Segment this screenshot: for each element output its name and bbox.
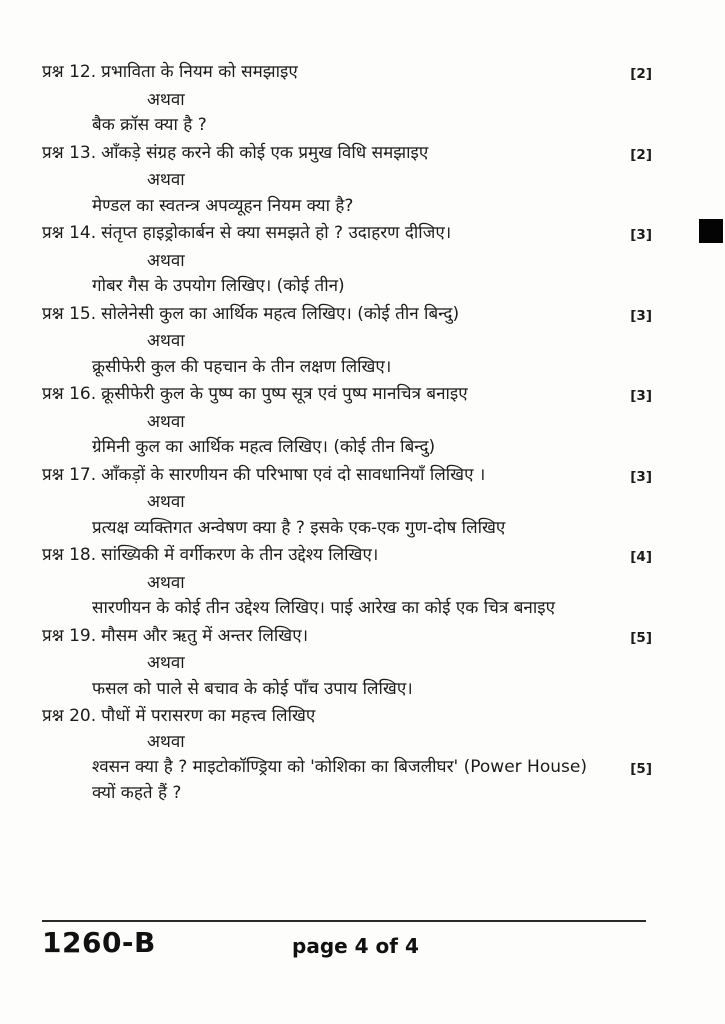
question-number: प्रश्न 16. [42, 384, 97, 404]
question-number: प्रश्न 12. [42, 62, 97, 82]
alt-question-marks [618, 194, 652, 196]
question-block [42, 221, 652, 300]
question-text: पौधों में परासरण का महत्त्व लिखिए [101, 706, 316, 726]
question-block [42, 704, 652, 806]
alt-question-row [92, 596, 652, 622]
question-text: मौसम और ऋतु में अन्तर लिखिए। [101, 625, 309, 646]
question-number: प्रश्न 20. [42, 706, 97, 726]
or-label: अथवा [147, 731, 185, 752]
alt-question-text: बैक क्रॉस क्या है ? [92, 115, 207, 135]
or-label: अथवा [147, 492, 185, 512]
or-label: अथवा [147, 250, 185, 271]
question-number: प्रश्न 14. [42, 223, 97, 243]
alt-question-marks [618, 355, 652, 357]
or-label: अथवा [147, 89, 185, 110]
alt-question-text: मेण्डल का स्वतन्त्र अपव्यूहन नियम क्या है? [92, 195, 354, 216]
alt-question-row [92, 274, 652, 300]
question-main-row [42, 543, 652, 571]
question-text: आँकड़ों के सारणीयन की परिभाषा एवं दो सावधानियाँ लिखिए । [101, 464, 486, 485]
alt-question-row [92, 194, 652, 220]
question-block [42, 60, 652, 139]
question-marks: [3] [630, 388, 652, 404]
alt-question-marks [618, 596, 652, 598]
question-text: प्रभाविता के नियम को समझाइए [101, 62, 298, 82]
alt-question-marks [618, 113, 652, 115]
alt-question-row [92, 755, 652, 806]
question-main-row [42, 704, 652, 730]
question-main-row [42, 60, 652, 88]
question-block [42, 302, 652, 381]
question-marks: [2] [630, 66, 652, 82]
alt-question-text: सारणीयन के कोई तीन उद्देश्य लिखिए। पाई आरेख का कोई एक चित्र बनाइए [92, 598, 556, 618]
alt-question-text: गोबर गैस के उपयोग लिखिए। (कोई तीन) [92, 276, 345, 296]
question-text: क्रूसीफेरी कुल के पुष्प का पुष्प सूत्र एवं पुष्प मानचित्र बनाइए [101, 384, 468, 404]
question-marks: [5] [630, 629, 652, 646]
question-marks: [3] [630, 468, 652, 485]
alt-question-row [92, 516, 652, 542]
question-list [42, 60, 652, 808]
question-block [42, 624, 652, 703]
scan-registration-mark [699, 219, 723, 243]
question-marks: [4] [630, 549, 652, 565]
paper-code: 1260-B [42, 926, 156, 959]
question-number: प्रश्न 13. [42, 142, 97, 163]
or-label: अथवा [147, 411, 185, 432]
question-marks: [2] [630, 146, 652, 163]
question-number: प्रश्न 18. [42, 545, 97, 565]
alt-question-text: फसल को पाले से बचाव के कोई पाँच उपाय लिखिए। [92, 678, 413, 699]
question-block [42, 382, 652, 461]
question-marks: [3] [630, 307, 652, 324]
question-main-row [42, 302, 652, 330]
question-main-row [42, 382, 652, 410]
alt-question-marks [618, 435, 652, 437]
question-marks: [3] [630, 227, 652, 243]
alt-question-marks: [5] [630, 761, 652, 777]
alt-question-row [92, 677, 652, 703]
alt-question-row [92, 355, 652, 381]
question-block [42, 543, 652, 622]
alt-question-row [92, 435, 652, 461]
question-main-row [42, 624, 652, 652]
question-main-row [42, 463, 652, 491]
question-main-row [42, 141, 652, 169]
alt-question-text: प्रत्यक्ष व्यक्तिगत अन्वेषण क्या है ? इसके एक-एक गुण-दोष लिखिए [92, 517, 506, 538]
alt-question-text: श्वसन क्या है ? माइटोकॉण्ड्रिया को 'कोशिका का बिजलीघर' (Power House) क्यों कहते हैं ? [92, 757, 587, 803]
question-number: प्रश्न 15. [42, 303, 97, 324]
alt-question-row [92, 113, 652, 139]
or-label: अथवा [147, 170, 185, 190]
or-label: अथवा [147, 331, 185, 351]
question-block [42, 463, 652, 542]
footer-divider [42, 920, 646, 922]
question-number: प्रश्न 17. [42, 464, 97, 485]
alt-question-marks [618, 516, 652, 518]
question-marks [618, 704, 652, 706]
or-label: अथवा [147, 572, 185, 593]
question-main-row [42, 221, 652, 249]
alt-question-marks [618, 677, 652, 679]
question-text: सोलेनेसी कुल का आर्थिक महत्व लिखिए। (कोई तीन बिन्दु) [101, 303, 460, 324]
page-number-label: page 4 of 4 [292, 934, 419, 958]
question-block [42, 141, 652, 220]
alt-question-marks [618, 274, 652, 276]
or-label: अथवा [147, 653, 185, 673]
alt-question-text: क्रूसीफेरी कुल की पहचान के तीन लक्षण लिखिए। [92, 356, 392, 377]
question-text: आँकड़े संग्रह करने की कोई एक प्रमुख विधि समझाइए [101, 142, 429, 163]
question-number: प्रश्न 19. [42, 625, 97, 646]
question-text: सांख्यिकी में वर्गीकरण के तीन उद्देश्य लिखिए। [101, 545, 379, 565]
alt-question-text: ग्रेमिनी कुल का आर्थिक महत्व लिखिए। (कोई तीन बिन्दु) [92, 437, 436, 457]
question-text: संतृप्त हाइड्रोकार्बन से क्या समझते हो ? उदाहरण दीजिए। [101, 223, 452, 243]
